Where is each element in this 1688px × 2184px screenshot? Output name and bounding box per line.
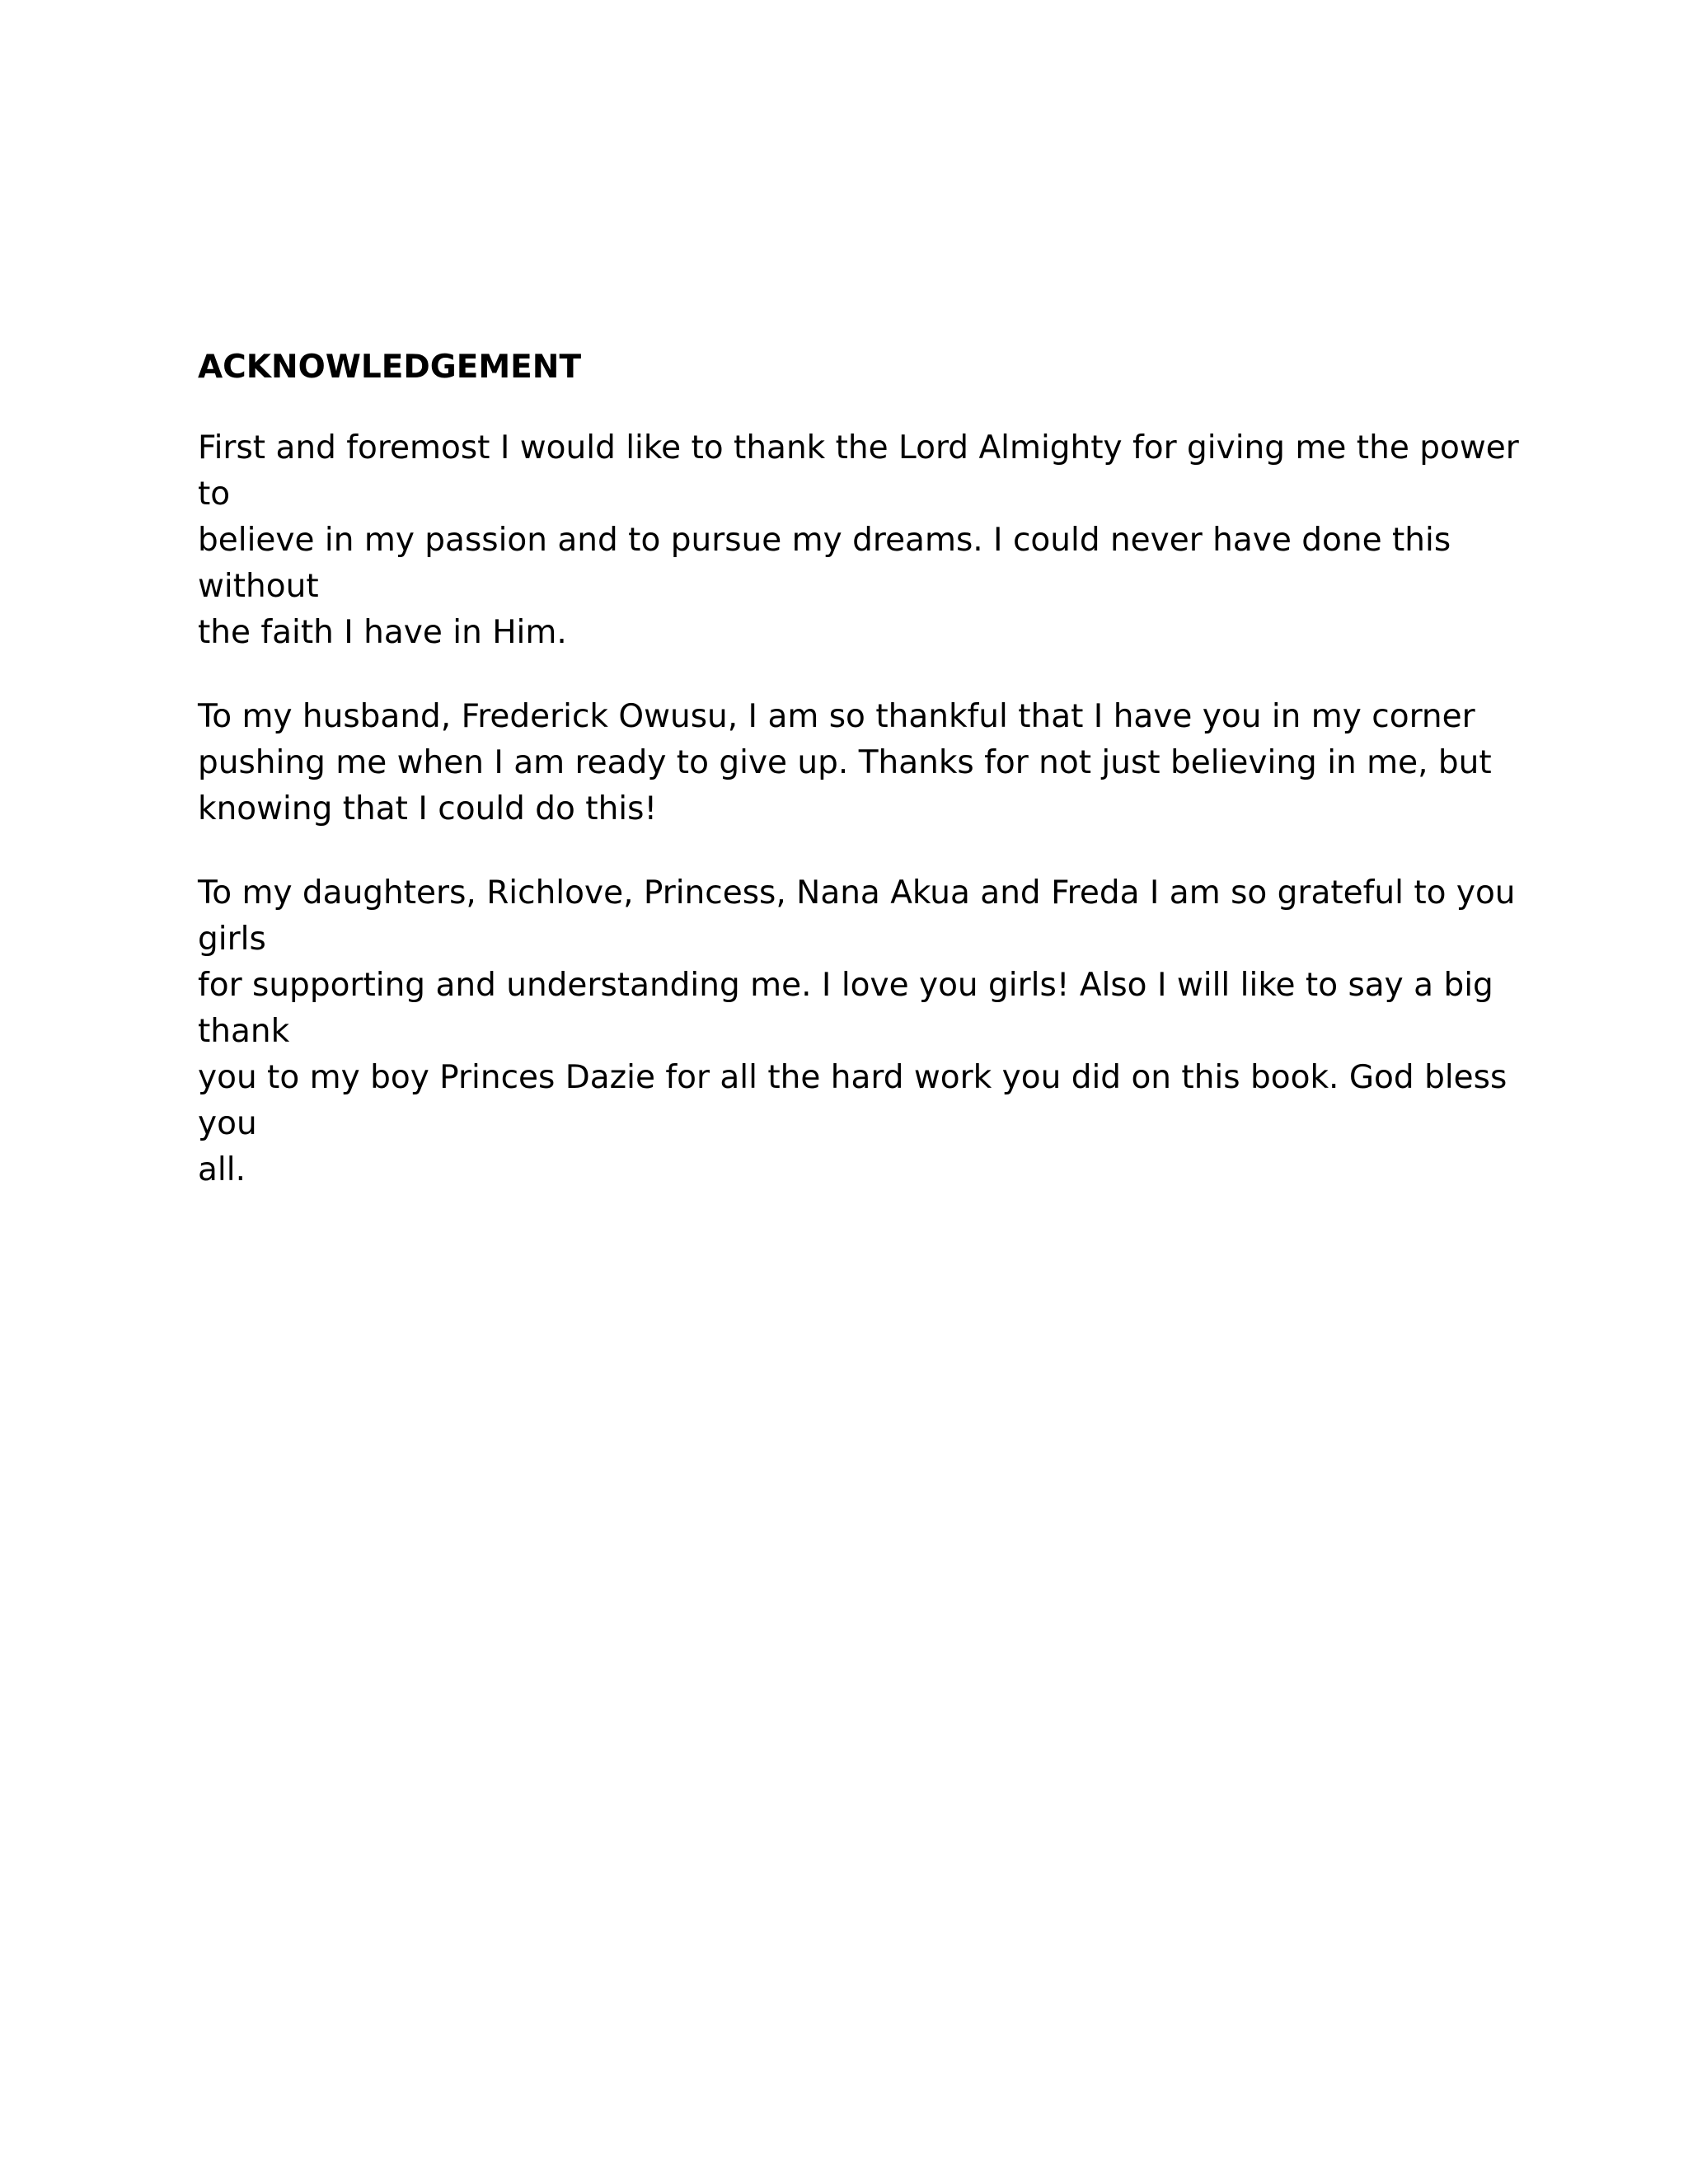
paragraph-2: To my husband, Frederick Owusu, I am so thankful that I have you in my corner pushing me when I am ready to give up. Thanks for not just believing in me, but knowing that I could do this! (198, 698, 1492, 827)
page-title: ACKNOWLEDGEMENT (198, 349, 582, 386)
paragraph-1: First and foremost I would like to thank the Lord Almighty for giving me the power to believe in my passion and to pursue my dreams. I could never have done this without the faith I have in Him. (198, 429, 1519, 651)
paragraph-3: To my daughters, Richlove, Princess, Nana Akua and Freda I am so grateful to you girls for supporting and understanding me. I love you girls! Also I will like to say a big thank you to my boy Princes Dazie for all the hard work you did on this book. God bless you all. (198, 874, 1516, 1188)
document-body (198, 344, 1533, 1231)
